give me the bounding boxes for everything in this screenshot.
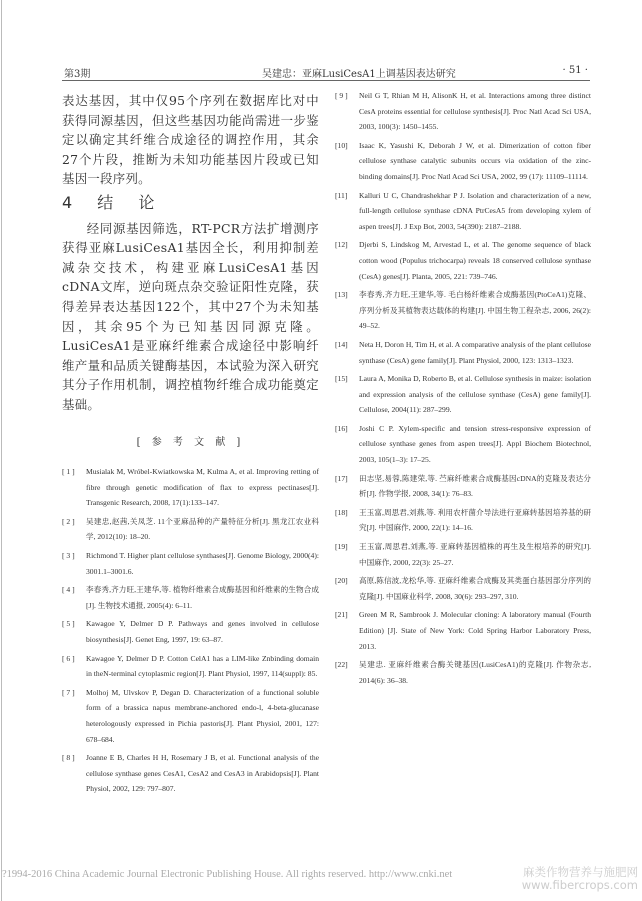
watermark — [522, 866, 638, 892]
reference-text: 田志坚,易蓉,陈建荣,等. 苎麻纤维素合成酶基因cDNA的克隆及表达分析[J]. 作物学报, 2008, 34(1): 76–83. — [359, 473, 591, 499]
running-title: 吴建忠：亚麻LusiCesA1上调基因表达研究 — [262, 69, 456, 80]
issue-number: 第3期 — [64, 69, 91, 80]
watermark-url: www.fibercrops.com — [521, 878, 638, 892]
reference-item — [335, 471, 591, 502]
reference-text: Green M R, Sambrook J. Molecular cloning: A laboratory manual (Fourth Edition) [J]. State of New York: Cold Spring Harbor Laboratory Press, 2013. — [359, 610, 591, 651]
reference-item — [335, 88, 591, 135]
reference-item — [62, 685, 319, 747]
copyright-footer: ?1994-2016 China Academic Journal Electronic Publishing House. All rights reserved. http://www.cnki.net — [2, 869, 453, 880]
reference-item — [335, 237, 591, 284]
reference-text: Isaac K, Yasushi K, Deborah J W, et al. Dimerization of cotton fiber cellulose synthase catalytic subunits occurs via oxidation of the zinc-binding domains[J]. Proc Natl Acad Sci USA, 2002, 99 (17): 11109–11114. — [359, 140, 591, 181]
reference-number: [ 1 ] — [62, 467, 75, 477]
reference-number: [10] — [335, 140, 348, 150]
reference-number: [ 9 ] — [335, 91, 348, 100]
reference-item — [62, 548, 319, 579]
reference-number: [11] — [335, 190, 348, 200]
reference-item — [62, 651, 319, 682]
reference-number: [18] — [335, 507, 348, 517]
reference-item — [335, 287, 591, 334]
reference-text: 高原,陈信波,龙松华,等. 亚麻纤维素合成酶及其类蛋白基因部分序列的克隆[J]. 中国麻业科学, 2008, 30(6): 293–297, 310. — [359, 576, 591, 601]
reference-number: [19] — [335, 542, 348, 552]
reference-item — [335, 337, 591, 368]
reference-text: 吴建忠. 亚麻纤维素合酶关键基因(LusiCesA1)的克隆[J]. 作物杂志, 2014(6): 36–38. — [359, 660, 591, 685]
reference-number: [ 5 ] — [62, 619, 75, 629]
reference-number: [ 7 ] — [62, 687, 75, 697]
reference-number: [20] — [335, 576, 348, 586]
reference-number: [15] — [335, 374, 348, 384]
references-list-left — [62, 464, 319, 797]
reference-number: [12] — [335, 240, 348, 250]
reference-text: Musialak M, Wróbel-Kwiatkowska M, Kulma A, et al. Improving retting of fibre through genetic modification of flax to express pectinases[J]. Transgenic Research, 2008, 17(1):133–147. — [86, 467, 319, 508]
references-title: [ 参 考 文 献 ] — [136, 436, 245, 448]
conclusion-paragraph: 经同源基因筛选，RT-PCR方法扩增测序获得亚麻LusiCesA1基因全长，利用抑制差减杂交技术，构建亚麻LusiCesA1基因cDNA文库，逆向斑点杂交验证阳性克隆，获得差异表达基因122个，其中27个为未知基因，其余95个为已知基因同源克隆。LusiCesA1是亚麻纤维素合成途径中影响纤维产量和品质关键酶基因，本试验为深入研究其分子作用机制，调控植物纤维合成功能奠定基础。 — [62, 220, 319, 412]
reference-text: 李春秀,齐力旺,王建华,等. 毛白杨纤维素合成酶基因(PtoCeA1)克隆、序列分析及其植物表达载体的构建[J]. 中国生物工程杂志, 2006, 26(2): 49–52. — [359, 290, 591, 331]
watermark-title: 麻类作物营养与施肥网 — [523, 865, 638, 879]
reference-item — [335, 505, 591, 536]
page-number: · 51 · — [562, 65, 588, 76]
reference-number: [17] — [335, 473, 348, 483]
reference-item — [335, 657, 591, 688]
reference-number: [16] — [335, 423, 348, 433]
reference-number: [14] — [335, 339, 348, 349]
reference-text: Djerbi S, Lindskog M, Arvestad L, et al. The genome sequence of black cotton wood (Populus trichocarpa) reveals 18 conserved cellulose synthase (CesA) genes[J]. Planta, 2005, 221: 739–746. — [359, 240, 591, 281]
reference-text: Kawagoe Y, Delmer D P. Cotton CelA1 has a LIM-like Znbinding domain in theN-terminal cytoplasmic region[J]. Plant Physiol, 1997, 114(suppl): 85. — [86, 653, 319, 679]
reference-number: [ 2 ] — [62, 516, 75, 526]
reference-item — [335, 607, 591, 654]
reference-text: Kawagoe Y, Delmer D P. Pathways and genes involved in cellulose biosynthesis[J]. Genet Eng, 1997, 19: 63–87. — [86, 619, 319, 645]
reference-number: [ 8 ] — [62, 753, 75, 763]
reference-number: [ 6 ] — [62, 653, 75, 663]
reference-item — [335, 421, 591, 468]
section-heading: 4 结 论 — [62, 192, 165, 212]
reference-number: [13] — [335, 290, 348, 300]
reference-text: 王玉富,周思君,刘燕,等. 亚麻转基因植株的再生及生根培养的研究[J]. 中国麻作, 2000, 22(3): 25–27. — [359, 542, 591, 567]
reference-number: [22] — [335, 660, 348, 670]
reference-text: Laura A, Monika D, Roberto B, et al. Cellulose synthesis in maize: isolation and expression analysis of the cellulose synthase (CesA) gene family[J]. Cellulose, 2004(11): 287–299. — [359, 374, 591, 415]
reference-item — [62, 464, 319, 511]
references-list-right — [335, 88, 591, 688]
reference-item — [335, 138, 591, 185]
reference-text: Kalluri U C, Chandrashekhar P J. Isolation and characterization of a new, full-length cellulose synthase cDNA PtrCesA5 from developing xylem of aspen trees[J]. J Exp Bot, 2003, 54(390): 2187–2188. — [359, 190, 591, 231]
reference-text: Neta H, Doron H, Tim H, et al. A comparative analysis of the plant cellulose synthase (CesA) gene family[J]. Plant Physiol, 2000, 123: 1313–1323. — [359, 339, 591, 365]
reference-text: Joshi C P. Xylem-specific and tension stress-responsive expression of cellulose synthase genes from aspen trees[J]. Appl Biochem Biotechnol, 2003, 105(1–3): 17–25. — [359, 423, 591, 465]
reference-number: [ 3 ] — [62, 551, 75, 561]
body-paragraph: 表达基因，其中仅95个序列在数据库比对中获得同源基因，但这些基因功能尚需进一步鉴定以确定其纤维合成途径的调控作用，其余27个片段，推断为未知功能基因片段或已知基因一段序列。 — [62, 93, 319, 187]
reference-item — [62, 514, 319, 545]
left-column — [62, 91, 319, 800]
running-header — [62, 62, 590, 81]
reference-item — [62, 750, 319, 797]
reference-item — [335, 573, 591, 604]
reference-item — [335, 188, 591, 235]
reference-item — [335, 371, 591, 418]
reference-number: [ 4 ] — [62, 585, 75, 595]
reference-number: [21] — [335, 610, 348, 620]
reference-text: Molhoj M, Ulvskov P, Degan D. Characterization of a functional soluble form of a brassica napus membrane-anchored endo-l, 4-beta-glucanase heterologously expressed in Pichia pastoris[J]. Plant Physiol, 2001, 127: 678–684. — [86, 687, 319, 744]
reference-text: 吴建忠,赵茜,关凤芝. 11个亚麻品种的产量特征分析[J]. 黑龙江农业科学, 2012(10): 18–20. — [86, 516, 319, 542]
reference-item — [335, 539, 591, 570]
reference-text: Joanne E B, Charles H H, Rosemary J B, et al. Functional analysis of the cellulose synthase genes CesA1, CesA2 and CesA3 in Arabidopsis[J]. Plant Physiol, 2002, 129: 797–807. — [86, 753, 319, 794]
reference-item — [62, 616, 319, 647]
reference-text: 王玉富,周思君,刘燕,等. 利用农杆菌介导法进行亚麻转基因培养基的研究[J]. 中国麻作, 2000, 22(1): 14–16. — [359, 507, 591, 533]
page-edge — [1, 0, 2, 901]
reference-text: 李春秀,齐力旺,王建华,等. 植物纤维素合成酶基因和纤维素的生物合成[J]. 生物技术通报, 2005(4): 6–11. — [86, 585, 319, 610]
reference-text: Neil G T, Rhian M H, AlisonK H, et al. Interactions among three distinct CesA proteins essential for cellulose synthesis[J]. Proc Natl Acad Sci USA, 2003, 100(3): 1450–1455. — [359, 91, 591, 132]
reference-item — [62, 582, 319, 613]
reference-text: Richmond T. Higher plant cellulose synthases[J]. Genome Biology, 2000(4): 3001.1–3001.6. — [86, 551, 319, 576]
right-column — [335, 88, 591, 691]
